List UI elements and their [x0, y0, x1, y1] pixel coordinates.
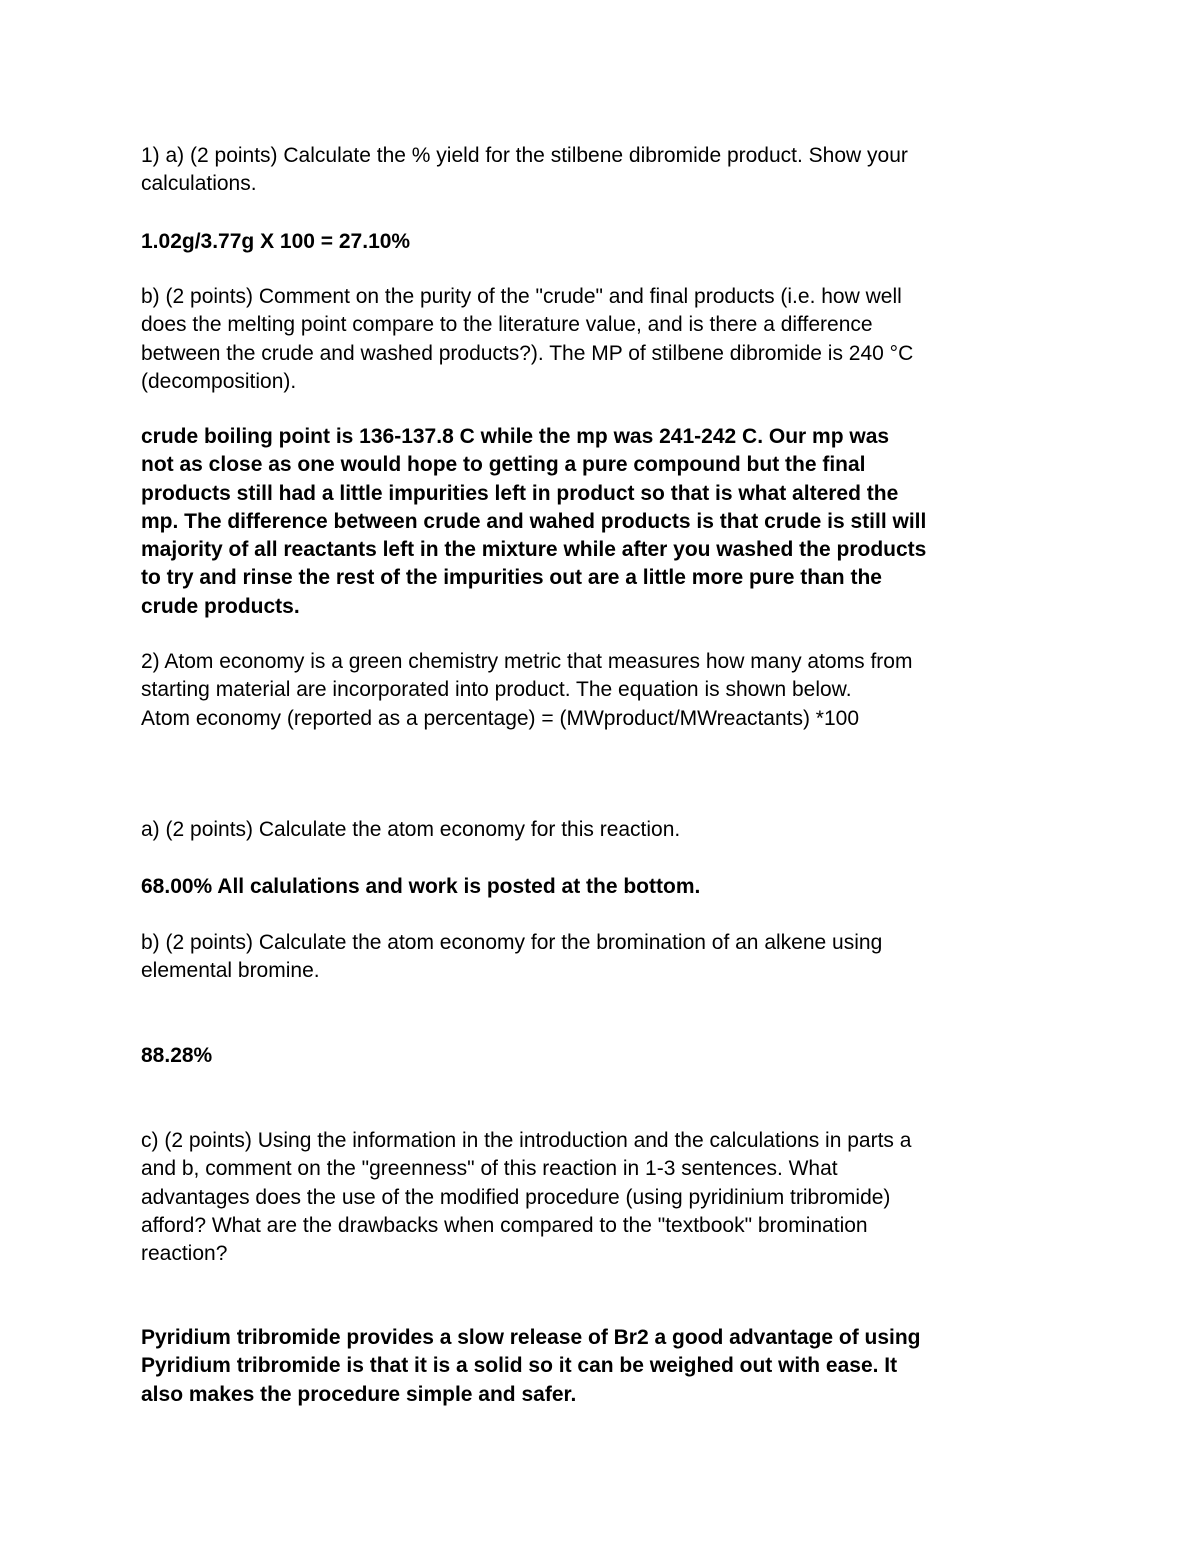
text-line: 2) Atom economy is a green chemistry metric that measures how many atoms from — [141, 650, 913, 673]
answer-2b — [141, 1042, 1101, 1070]
text-line: b) (2 points) Comment on the purity of the "crude" and final products (i.e. how well — [141, 285, 902, 308]
text-line: starting material are incorporated into product. The equation is shown below. — [141, 678, 852, 702]
text-line: also makes the procedure simple and safer. — [141, 1382, 577, 1406]
text-line: advantages does the use of the modified procedure (using pyridinium tribromide) — [141, 1185, 891, 1209]
text-line: calculations. — [141, 172, 257, 196]
text-line: mp. The difference between crude and wahed products is that crude is still will — [141, 509, 927, 533]
text-line: 88.28% — [141, 1044, 213, 1067]
answer-1b — [141, 423, 1101, 621]
text-line: products still had a little impurities left in product so that is what altered the — [141, 481, 899, 505]
question-2-intro — [141, 648, 1101, 733]
text-line: and b, comment on the "greenness" of this reaction in 1-3 sentences. What — [141, 1157, 838, 1181]
answer-1a — [141, 228, 1101, 256]
question-2c — [141, 1127, 1101, 1268]
text-line: does the melting point compare to the literature value, and is there a difference — [141, 313, 873, 337]
question-2b — [141, 929, 1101, 986]
text-line: afford? What are the drawbacks when compared to the "textbook" bromination — [141, 1213, 868, 1237]
text-line: between the crude and washed products?). The MP of stilbene dibromide is 240 °C — [141, 341, 914, 365]
question-2a — [141, 816, 1101, 844]
answer-2c — [141, 1324, 1101, 1409]
text-line: crude products. — [141, 594, 300, 618]
text-line: 1) a) (2 points) Calculate the % yield for the stilbene dibromide product. Show your — [141, 144, 908, 167]
text-line: not as close as one would hope to getting a pure compound but the final — [141, 453, 866, 477]
text-line: crude boiling point is 136-137.8 C while the mp was 241-242 C. Our mp was — [141, 425, 890, 448]
text-line: majority of all reactants left in the mixture while after you washed the products — [141, 538, 927, 562]
text-line: Pyridium tribromide provides a slow release of Br2 a good advantage of using — [141, 1326, 921, 1349]
text-line: 68.00% All calulations and work is posted at the bottom. — [141, 875, 701, 898]
text-line: c) (2 points) Using the information in the introduction and the calculations in parts a — [141, 1129, 912, 1152]
text-line: Atom economy (reported as a percentage) = (MWproduct/MWreactants) *100 — [141, 706, 860, 730]
text-line: (decomposition). — [141, 369, 297, 393]
text-line: reaction? — [141, 1242, 228, 1266]
question-1a — [141, 142, 1101, 199]
answer-2a — [141, 873, 1101, 901]
question-1b — [141, 283, 1101, 396]
text-line: elemental bromine. — [141, 959, 320, 983]
text-line: Pyridium tribromide is that it is a solid so it can be weighed out with ease. It — [141, 1354, 898, 1378]
text-line: to try and rinse the rest of the impurities out are a little more pure than the — [141, 566, 882, 590]
text-line: 1.02g/3.77g X 100 = 27.10% — [141, 230, 411, 253]
text-line: a) (2 points) Calculate the atom economy for this reaction. — [141, 818, 681, 841]
text-line: b) (2 points) Calculate the atom economy for the bromination of an alkene using — [141, 931, 883, 954]
